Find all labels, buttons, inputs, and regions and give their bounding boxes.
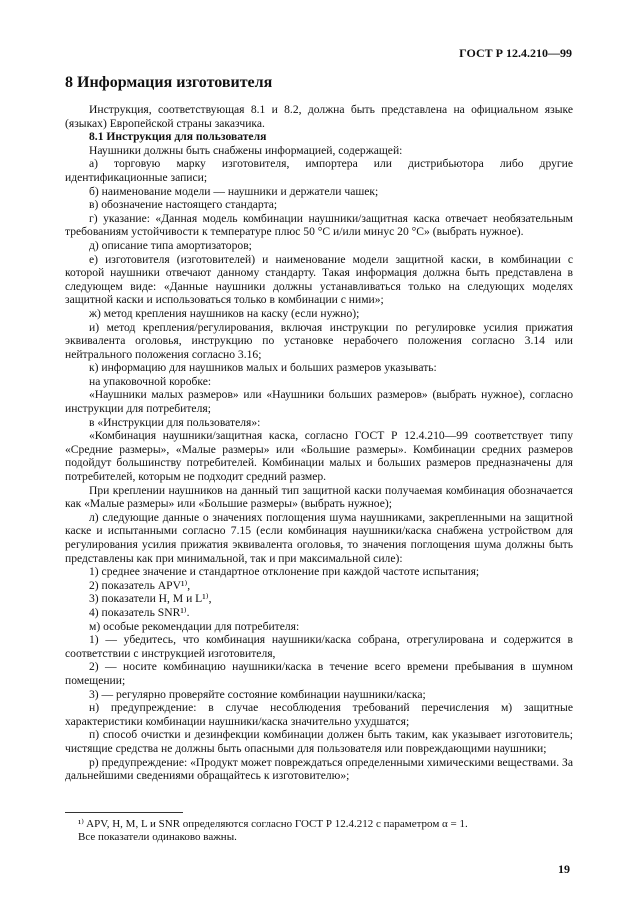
- paragraph: «Наушники малых размеров» или «Наушники больших размеров» (выбрать нужное), согласно инструкции для потребителя;: [65, 388, 573, 416]
- list-item: б) наименование модели — наушники и держатели чашек;: [89, 184, 379, 198]
- list-item: п) способ очистки и дезинфекции комбинации должен быть таким, как указывает изготовитель; чистящие средства не должны быть опасными для пользователя или повреждающими наушники;: [65, 728, 573, 755]
- footnote: [65, 818, 575, 844]
- paragraph: Инструкция, соответствующая 8.1 и 8.2, должна быть представлена на официальном языке (языках) Европейской страны заказчика.: [65, 103, 573, 130]
- list-item: 2) — носите комбинацию наушники/каска в течение всего времени пребывания в шумном помещении;: [65, 660, 573, 687]
- list-item: и) метод крепления/регулирования, включая инструкции по регулировке усилия прижатия эквивалента оголовья, инструкцию по установке нерабочего положения согласно 3.14 или нейтрального положения согласно 3.16;: [65, 320, 573, 361]
- list-item: к) информацию для наушников малых и больших размеров указывать:: [89, 361, 437, 375]
- document-code-header: ГОСТ Р 12.4.210—99: [459, 46, 572, 60]
- page-number: 19: [558, 862, 570, 876]
- footnote-text: ¹⁾ APV, H, M, L и SNR определяются согласно ГОСТ Р 12.4.212 с параметром α = 1.: [78, 818, 468, 830]
- list-item: н) предупреждение: в случае несоблюдения требований перечисления м) защитные характеристики комбинации наушники/каска значительно ухудшатся;: [65, 701, 573, 728]
- list-item: р) предупреждение: «Продукт может повреждаться определенными химическими веществами. За дальнейшими сведениями обращайтесь к изготовителю»;: [65, 755, 573, 783]
- footnote-text: Все показатели одинаково важны.: [78, 831, 237, 843]
- paragraph: При креплении наушников на данный тип защитной каски получаемая комбинация обозначается как «Малые размеры» или «Большие размеры» (выбрать нужное);: [65, 483, 573, 511]
- paragraph: Наушники должны быть снабжены информацией, содержащей:: [89, 143, 403, 157]
- list-item: 1) — убедитесь, что комбинация наушники/каска собрана, отрегулирована и содержится в соответствии с инструкцией изготовителя,: [65, 633, 573, 660]
- section-body: [65, 103, 573, 783]
- paragraph: в «Инструкции для пользователя»:: [89, 415, 261, 429]
- section-title: 8 Информация изготовителя: [65, 74, 273, 91]
- list-item: 4) показатель SNR¹⁾.: [89, 605, 190, 619]
- list-item: д) описание типа амортизаторов;: [89, 238, 252, 252]
- list-item: е) изготовителя (изготовителей) и наименование модели защитной каски, в комбинации с которой наушники отвечают данному стандарту. Такая информация должна быть представлена в следующем виде: «Данные наушники должны устанавливаться только на следующих моделях защитной каски и использоваться только в комбинации с ними»;: [65, 252, 573, 307]
- footnote-divider: [65, 812, 183, 813]
- list-item: г) указание: «Данная модель комбинации наушники/защитная каска отвечает необязательным требованиям устойчивости к температуре плюс 50 °С и/или минус 20 °С» (выбрать нужное).: [65, 211, 573, 239]
- list-item: 2) показатель APV¹⁾,: [89, 578, 191, 592]
- list-item: 3) — регулярно проверяйте состояние комбинации наушники/каска;: [89, 687, 426, 701]
- subsection-title: 8.1 Инструкция для пользователя: [89, 130, 267, 144]
- list-item: а) торговую марку изготовителя, импортера или дистрибьютора либо другие идентификационные записи;: [65, 157, 573, 184]
- paragraph: «Комбинация наушники/защитная каска, согласно ГОСТ Р 12.4.210—99 соответствует типу «Средние размеры», «Малые размеры» или «Большие размеры». Комбинации средних размеров подойдут большинству потребителей. Комбинации малых и больших размеров предназначены для потребителей, которым не подходит средний размер.: [65, 429, 573, 484]
- list-item: л) следующие данные о значениях поглощения шума наушниками, закрепленными на защитной каске и испытанными согласно 7.15 (если комбинация наушники/каска снабжена устройством для регулирования усилия прижатия эквивалента оголовья, то значения поглощения шума должны быть представлены как при минимальной, так и при максимальной силе):: [65, 510, 573, 565]
- list-item: ж) метод крепления наушников на каску (если нужно);: [89, 306, 360, 320]
- list-item: 3) показатели H, M и L¹⁾,: [89, 592, 212, 606]
- paragraph: на упаковочной коробке:: [89, 374, 212, 388]
- list-item: 1) среднее значение и стандартное отклонение при каждой частоте испытания;: [89, 565, 480, 579]
- list-item: м) особые рекомендации для потребителя:: [89, 619, 300, 633]
- list-item: в) обозначение настоящего стандарта;: [89, 198, 278, 212]
